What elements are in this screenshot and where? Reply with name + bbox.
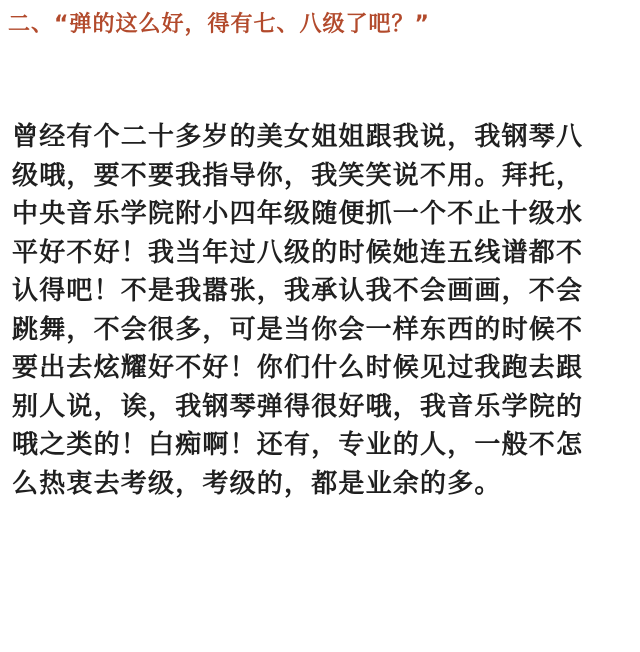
paragraph-line: 跳舞，不会很多，可是当你会一样东西的时候不 <box>12 314 584 345</box>
paragraph-line: 级哦，要不要我指导你，我笑笑说不用。拜托， <box>12 160 584 191</box>
paragraph-line: 认得吧！不是我嚣张，我承认我不会画画，不会 <box>12 276 584 306</box>
paragraph-line: 曾经有个二十多岁的美女姐姐跟我说，我钢琴八 <box>12 122 584 152</box>
paragraph-line: 么热衷去考级，考级的，都是业余的多。 <box>12 468 502 499</box>
paragraph-line: 别人说，诶，我钢琴弹得很好哦，我音乐学院的 <box>12 391 584 422</box>
paragraph-line: 中央音乐学院附小四年级随便抓一个不止十级水 <box>12 199 584 229</box>
paragraph-line: 哦之类的！白痴啊！还有，专业的人，一般不怎 <box>12 430 584 460</box>
paragraph-line: 要出去炫耀好不好！你们什么时候见过我跑去跟 <box>12 353 584 383</box>
section-heading: 二、“弹的这么好，得有七、八级了吧？” <box>8 12 430 37</box>
paragraph-line: 平好不好！我当年过八级的时候她连五线谱都不 <box>12 237 584 268</box>
article-paragraph <box>12 118 632 503</box>
